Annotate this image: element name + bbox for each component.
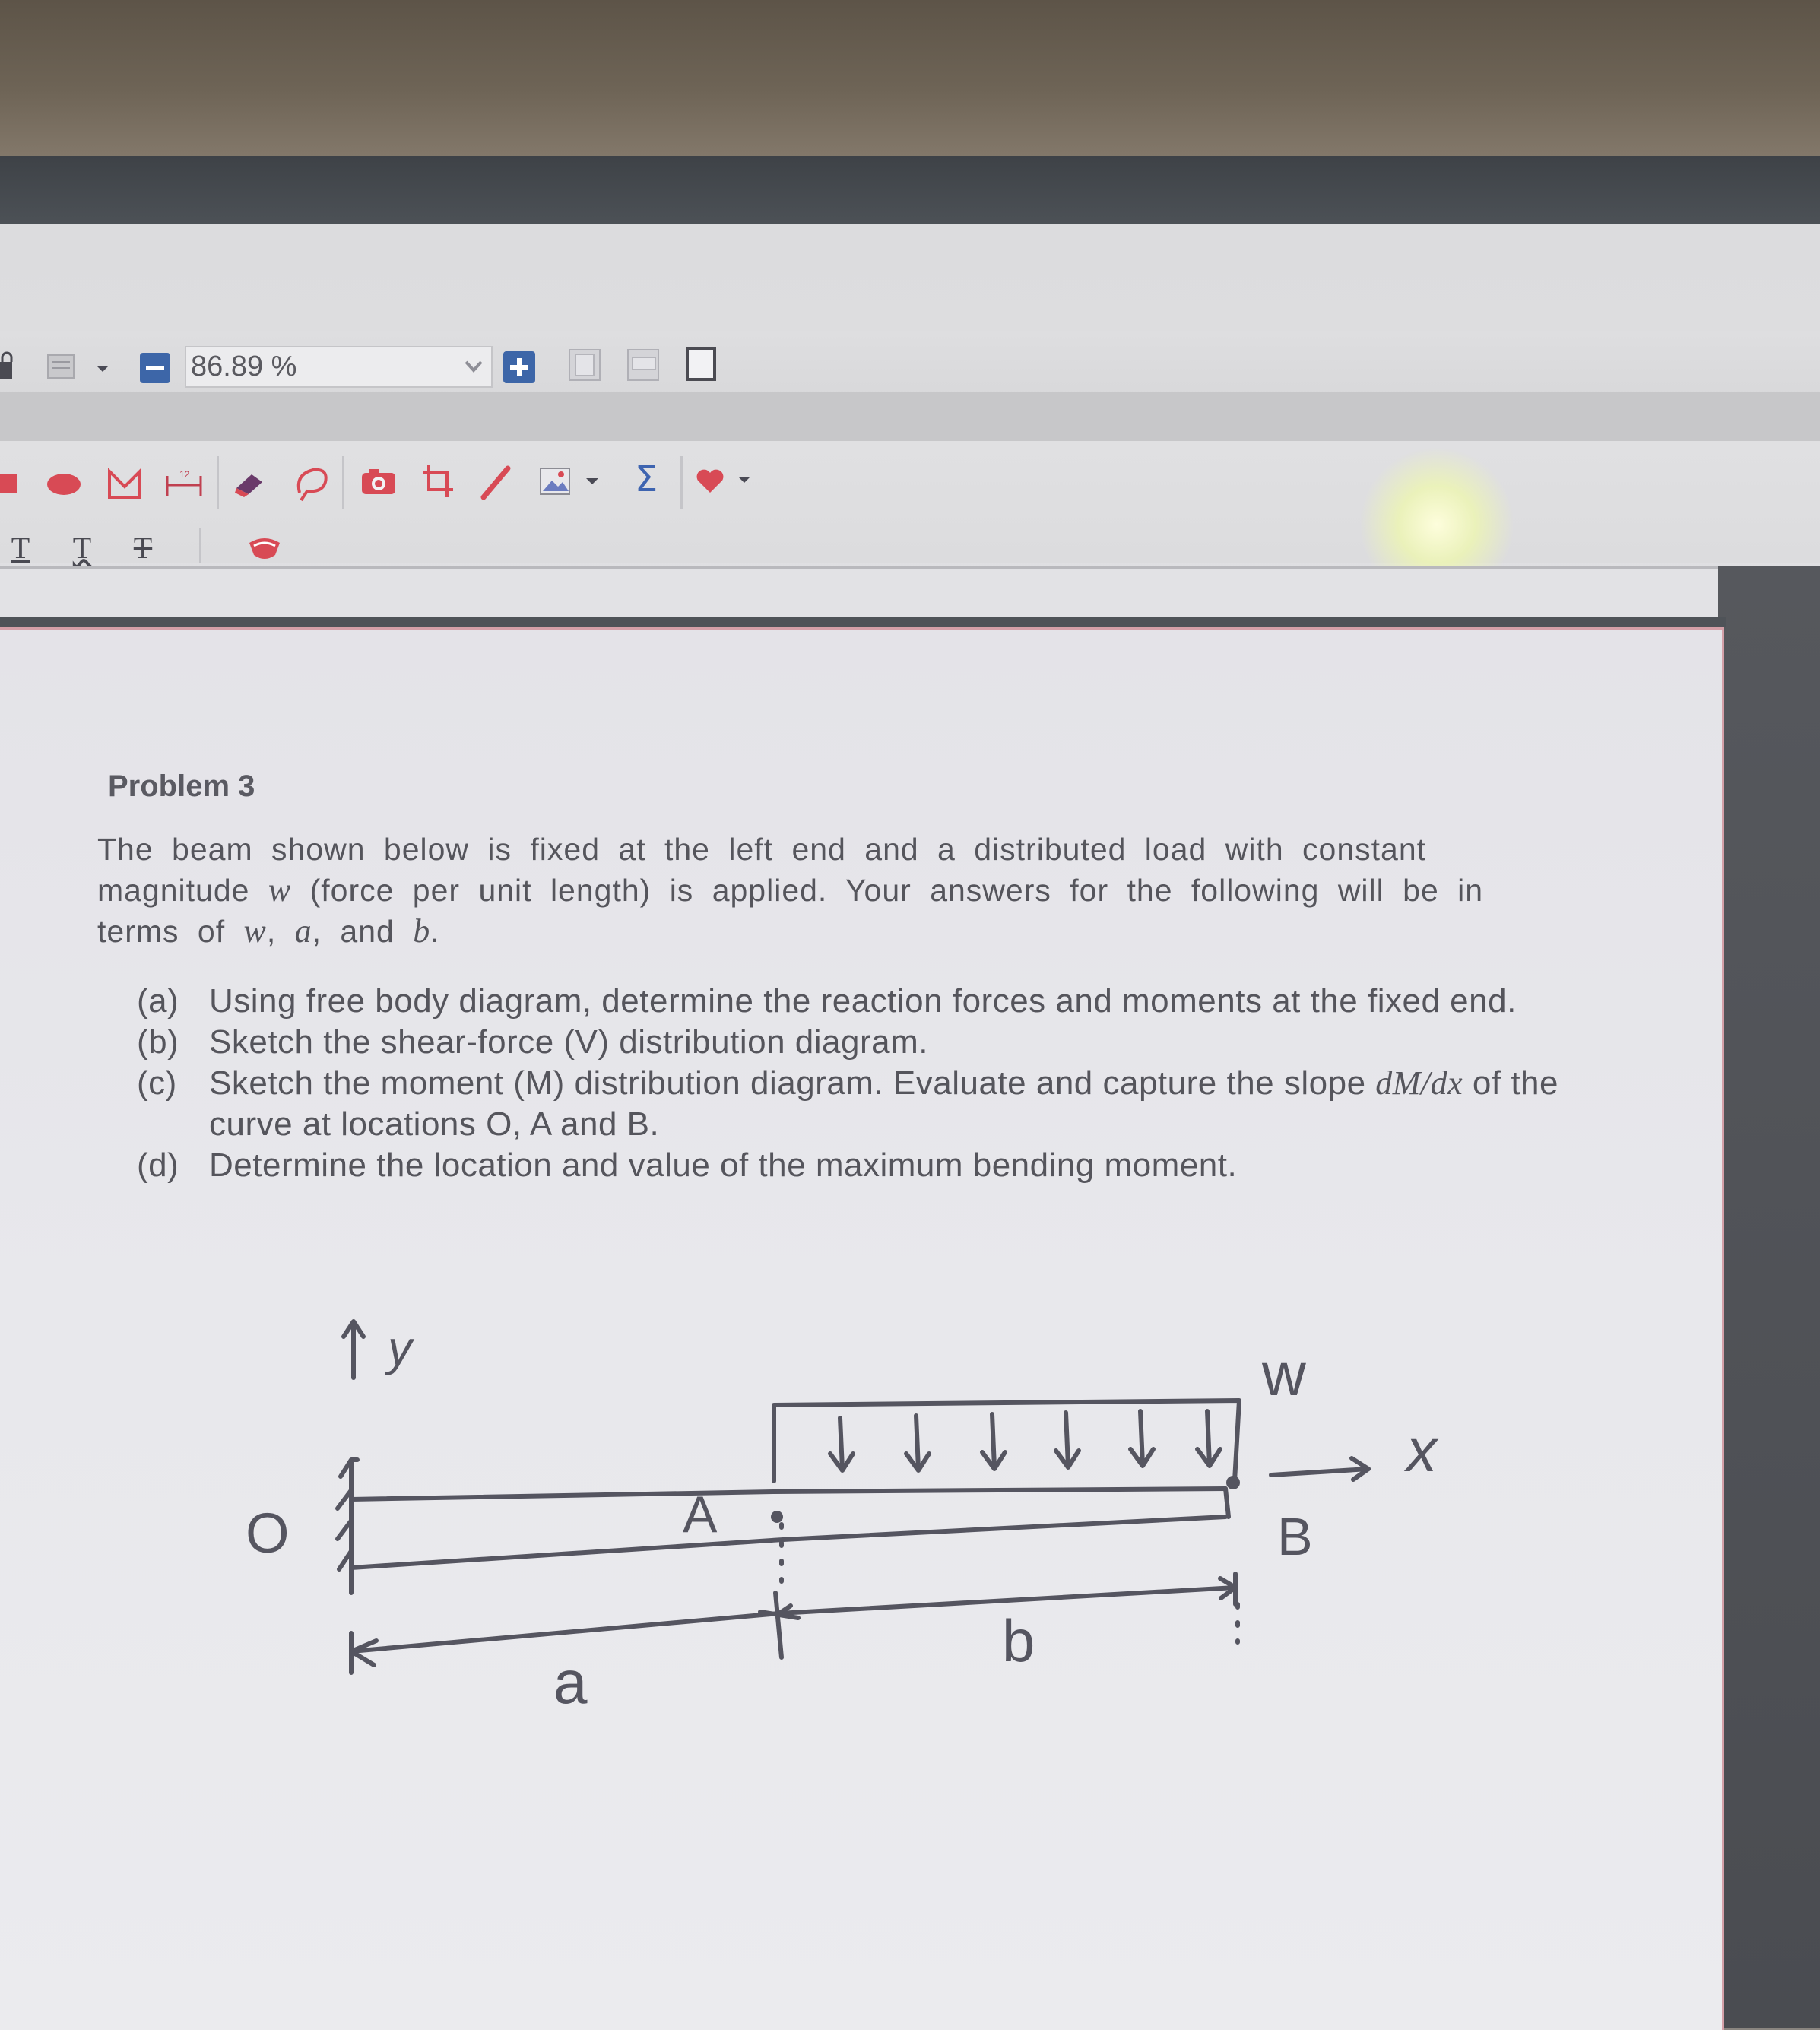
underline-text-button[interactable]: T (11, 530, 30, 565)
ellipse-tool-icon[interactable] (44, 471, 84, 497)
zoom-level-input[interactable] (185, 346, 493, 388)
x-axis-label: x (1406, 1416, 1437, 1484)
full-screen-icon[interactable] (684, 346, 719, 384)
point-a-label: A (683, 1486, 718, 1543)
dim-b-label: b (1002, 1607, 1035, 1674)
toolbar-divider (0, 392, 1820, 441)
page-layout-icon[interactable] (46, 351, 78, 383)
beam-bottom-edge (351, 1517, 1225, 1568)
fit-width-icon[interactable] (625, 347, 663, 385)
measure-tool-icon[interactable] (163, 467, 205, 500)
beam-right-end (1225, 1489, 1229, 1517)
load-label: w (1262, 1340, 1306, 1408)
monitor-bezel (0, 156, 1820, 228)
image-stamp-icon[interactable] (538, 465, 573, 499)
sigma-symbol: Σ (634, 458, 658, 500)
desk-background (0, 0, 1820, 163)
point-a-dot (771, 1511, 783, 1523)
point-b-dot (1226, 1476, 1240, 1489)
lasso-icon[interactable] (290, 462, 333, 505)
chevron-down-icon[interactable] (91, 357, 114, 380)
pencil-icon[interactable] (477, 462, 514, 502)
dim-tick-left (351, 1633, 376, 1673)
right-panel (1718, 566, 1820, 2028)
camera-icon[interactable] (359, 465, 398, 499)
polyline-tool-icon[interactable] (105, 467, 144, 500)
zoom-out-button[interactable] (139, 352, 171, 384)
list-item: (b) Sketch the shear-force (V) distribution diagram. (137, 1023, 928, 1061)
list-item: (c) Sketch the moment (M) distribution diagram. Evaluate and capture the slope dM/dx of the curve at locations O, A and B. (137, 1064, 1558, 1143)
sum-icon[interactable] (623, 456, 669, 502)
problem-parts-list (137, 981, 1619, 1186)
zoom-in-button[interactable] (502, 350, 537, 385)
problem-title: Problem 3 (108, 769, 255, 803)
highlight-area-icon[interactable] (245, 532, 284, 566)
zoom-level-value: 86.89 % (191, 350, 297, 382)
rectangle-tool-icon[interactable] (0, 473, 18, 496)
toolbar-separator-3 (680, 456, 683, 509)
document-gap (0, 569, 1718, 617)
load-arrows (830, 1411, 1220, 1470)
y-axis-label: y (388, 1321, 412, 1375)
stamp-dropdown-icon[interactable] (582, 471, 602, 491)
squiggly-text-button[interactable]: T (72, 530, 92, 565)
beam-top-edge (351, 1489, 1225, 1499)
dim-line-a (351, 1613, 779, 1651)
beam-sketch (0, 1293, 1520, 1718)
toolbar-separator (217, 456, 219, 509)
svg-text:12: 12 (179, 469, 190, 480)
dim-tick-mid (760, 1593, 798, 1657)
x-axis-arrow (1271, 1469, 1368, 1475)
strikeout-text-button[interactable]: T (133, 530, 153, 565)
heart-icon[interactable] (693, 465, 727, 496)
toolbar-separator-4 (199, 528, 201, 563)
problem-intro: The beam shown below is fixed at the left end and a distributed load with constant magnitude w (force per unit length) is applied. Your answers for the following will be in terms of w, a, and b. (97, 832, 1484, 950)
fixed-support (338, 1460, 357, 1593)
zoom-dropdown-icon[interactable] (461, 354, 487, 379)
point-b-label: B (1277, 1507, 1313, 1566)
list-item: (d) Determine the location and value of the maximum bending moment. (137, 1147, 1238, 1184)
toolbar-separator-2 (342, 456, 344, 509)
fit-page-icon[interactable] (566, 347, 604, 385)
lock-icon[interactable] (0, 351, 15, 382)
dim-a-label: a (553, 1648, 588, 1716)
document-top-edge (0, 617, 1726, 627)
list-item: (a) Using free body diagram, determine the reaction forces and moments at the fixed end. (137, 982, 1517, 1020)
eraser-icon[interactable] (232, 465, 270, 502)
origin-label: O (246, 1502, 290, 1565)
crop-icon[interactable] (420, 462, 456, 500)
heart-dropdown-icon[interactable] (734, 470, 754, 490)
